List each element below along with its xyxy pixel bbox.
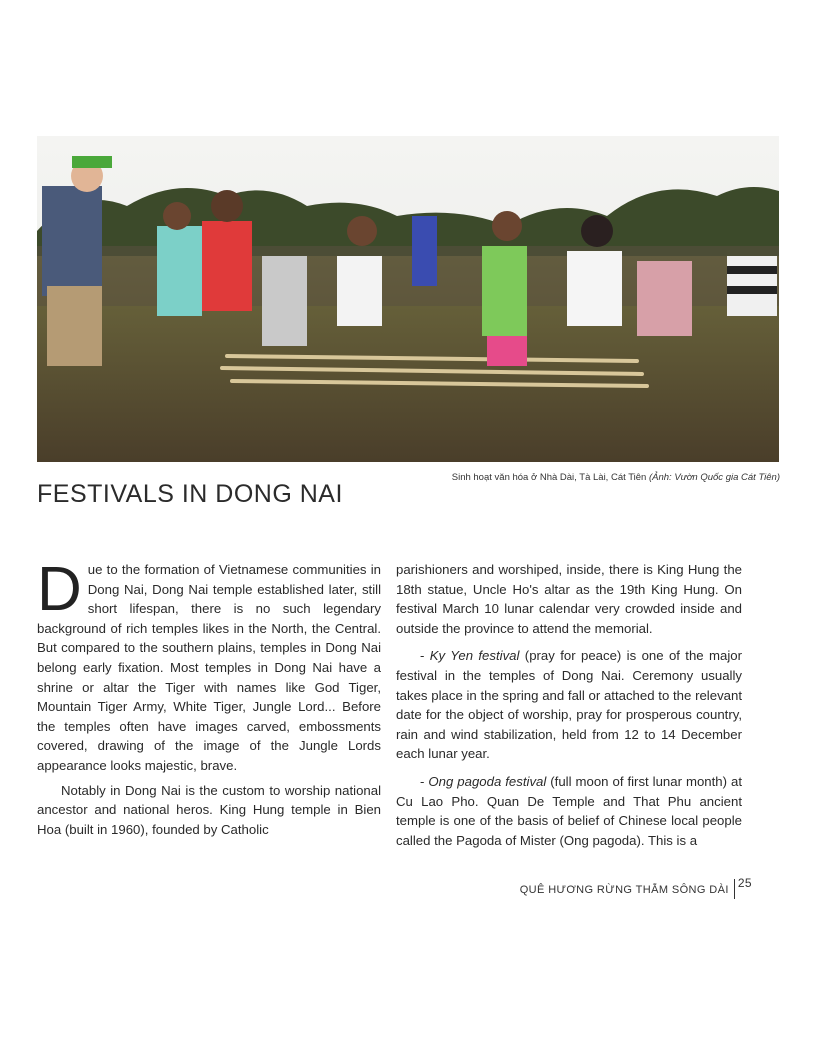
right-column: [396, 560, 742, 850]
paragraph-3: parishioners and worshiped, inside, there is King Hung the 18th statue, Uncle Ho's altar as the 19th King Hung. On festival March 10 lunar calendar very crowded inside and outside the province to attend the memorial.: [396, 562, 742, 636]
photo-caption-text: Sinh hoạt văn hóa ở Nhà Dài, Tà Lài, Cát Tiên: [451, 472, 647, 483]
paragraph-4-dash: -: [420, 648, 430, 664]
paragraph-5-text: (full moon of first lunar month) at Cu Lao Pho. Quan De Temple and That Phu ancient temple is one of the basis of belief of Chinese local people called the Pagoda of Mister (Ong pagoda). This is a: [396, 773, 742, 848]
article-title: FESTIVALS IN DONG NAI: [37, 480, 343, 508]
running-title: QUÊ HƯƠNG RỪNG THẲM SÔNG DÀI: [519, 884, 729, 896]
footer-divider: [734, 879, 735, 899]
ong-pagoda-festival-term: Ong pagoda festival: [428, 773, 547, 789]
paragraph-5-dash: -: [420, 773, 429, 789]
page-number: 25: [737, 876, 752, 890]
paragraph-4-text: (pray for peace) is one of the major festival in the temples of Dong Nai. Ceremony usually takes place in the spring and fall or attached to the relevant date for the object of worship, pray for prosperous country, rain and wind stabilization, held from 12 to 14 December each lunar year.: [396, 648, 742, 762]
festival-photo: [37, 136, 779, 462]
paragraph-1-text: ue to the formation of Vietnamese communities in Dong Nai, Dong Nai temple established later, still short lifespan, there is no such legendary background of rich temples likes in the North, the Central. But compared to the southern plains, temples in Dong Nai belong early fixation. Most temples in Dong Nai have a shrine or altar the Tiger with names like God Tiger, Mountain Tiger Army, White Tiger, Jungle Lord... Before the temples often have images carved, embossments covered, drawing of the image of the Jungle Lords appearance looks majestic, brave.: [37, 562, 381, 773]
paragraph-4: [396, 646, 742, 764]
photo-caption-credit: (Ảnh: Vườn Quốc gia Cát Tiên): [648, 472, 780, 483]
paragraph-1: [37, 555, 381, 776]
page-footer: [520, 876, 752, 899]
ky-yen-festival-term: Ky Yen festival: [429, 648, 520, 664]
left-column: [37, 555, 381, 839]
paragraph-2: Notably in Dong Nai is the custom to worship national ancestor and national heros. King Hung temple in Bien Hoa (built in 1960), founded by Catholic: [37, 782, 381, 837]
dropcap: D: [37, 555, 82, 624]
festival-photo-illustration: [37, 136, 779, 462]
photo-caption: [452, 472, 780, 483]
paragraph-5: [396, 772, 742, 850]
